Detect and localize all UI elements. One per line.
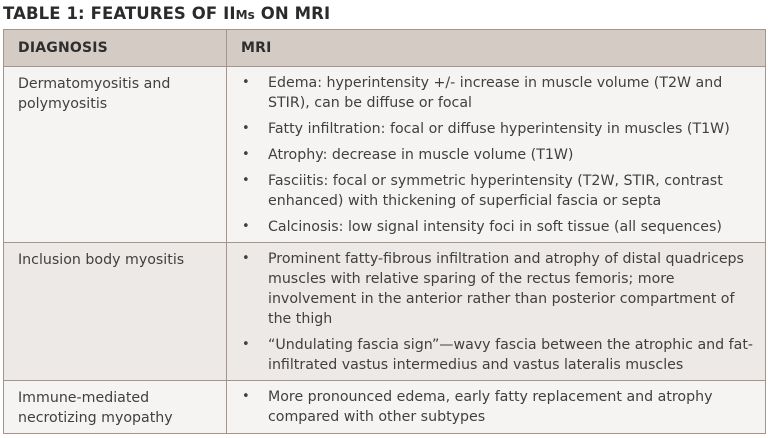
list-item bbox=[239, 145, 757, 165]
mri-feature-list bbox=[239, 249, 757, 375]
table-title bbox=[3, 4, 330, 23]
list-item bbox=[239, 249, 757, 329]
mri-cell bbox=[227, 243, 766, 381]
header-row bbox=[4, 30, 766, 67]
list-item-text: Prominent fatty-fibrous infiltration and atrophy of distal quadriceps muscles with relative sparing of the rectus femoris; more involvement in the anterior rather than posterior compartment of the thigh bbox=[268, 251, 744, 327]
bullet-icon: • bbox=[242, 147, 250, 162]
title-suffix: ON MRI bbox=[254, 4, 331, 23]
list-item-text: Calcinosis: low signal intensity foci in soft tissue (all sequences) bbox=[268, 219, 722, 235]
mri-cell bbox=[227, 67, 766, 243]
bullet-icon: • bbox=[242, 219, 250, 234]
list-item-text: Fatty infiltration: focal or diffuse hyperintensity in muscles (T1W) bbox=[268, 121, 730, 137]
list-item-text: Edema: hyperintensity +/- increase in muscle volume (T2W and STIR), can be diffuse or focal bbox=[268, 75, 723, 111]
title-text: TABLE 1: FEATURES OF II bbox=[3, 4, 236, 23]
header-mri: MRI bbox=[227, 30, 766, 67]
bullet-icon: • bbox=[242, 121, 250, 136]
title-small-caps: Ms bbox=[235, 8, 255, 22]
bullet-icon: • bbox=[242, 173, 250, 188]
table-row bbox=[4, 243, 766, 381]
mri-feature-list bbox=[239, 73, 757, 237]
list-item bbox=[239, 171, 757, 211]
list-item bbox=[239, 73, 757, 113]
list-item bbox=[239, 119, 757, 139]
bullet-icon: • bbox=[242, 389, 250, 404]
list-item-text: “Undulating fascia sign”—wavy fascia between the atrophic and fat-infiltrated vastus intermedius and vastus lateralis muscles bbox=[268, 337, 754, 373]
diagnosis-cell: Immune-mediated necrotizing myopathy bbox=[4, 381, 227, 434]
mri-cell bbox=[227, 381, 766, 434]
features-table bbox=[3, 29, 766, 434]
diagnosis-cell: Dermatomyositis and polymyositis bbox=[4, 67, 227, 243]
table-row bbox=[4, 381, 766, 434]
list-item bbox=[239, 217, 757, 237]
bullet-icon: • bbox=[242, 75, 250, 90]
list-item-text: More pronounced edema, early fatty replacement and atrophy compared with other subtypes bbox=[268, 389, 713, 425]
mri-feature-list bbox=[239, 387, 757, 427]
table-row bbox=[4, 67, 766, 243]
bullet-icon: • bbox=[242, 337, 250, 352]
list-item bbox=[239, 335, 757, 375]
header-diagnosis: DIAGNOSIS bbox=[4, 30, 227, 67]
list-item-text: Fasciitis: focal or symmetric hyperintensity (T2W, STIR, contrast enhanced) with thickening of superficial fascia or septa bbox=[268, 173, 723, 209]
bullet-icon: • bbox=[242, 251, 250, 266]
list-item-text: Atrophy: decrease in muscle volume (T1W) bbox=[268, 147, 574, 163]
list-item bbox=[239, 387, 757, 427]
diagnosis-cell: Inclusion body myositis bbox=[4, 243, 227, 381]
